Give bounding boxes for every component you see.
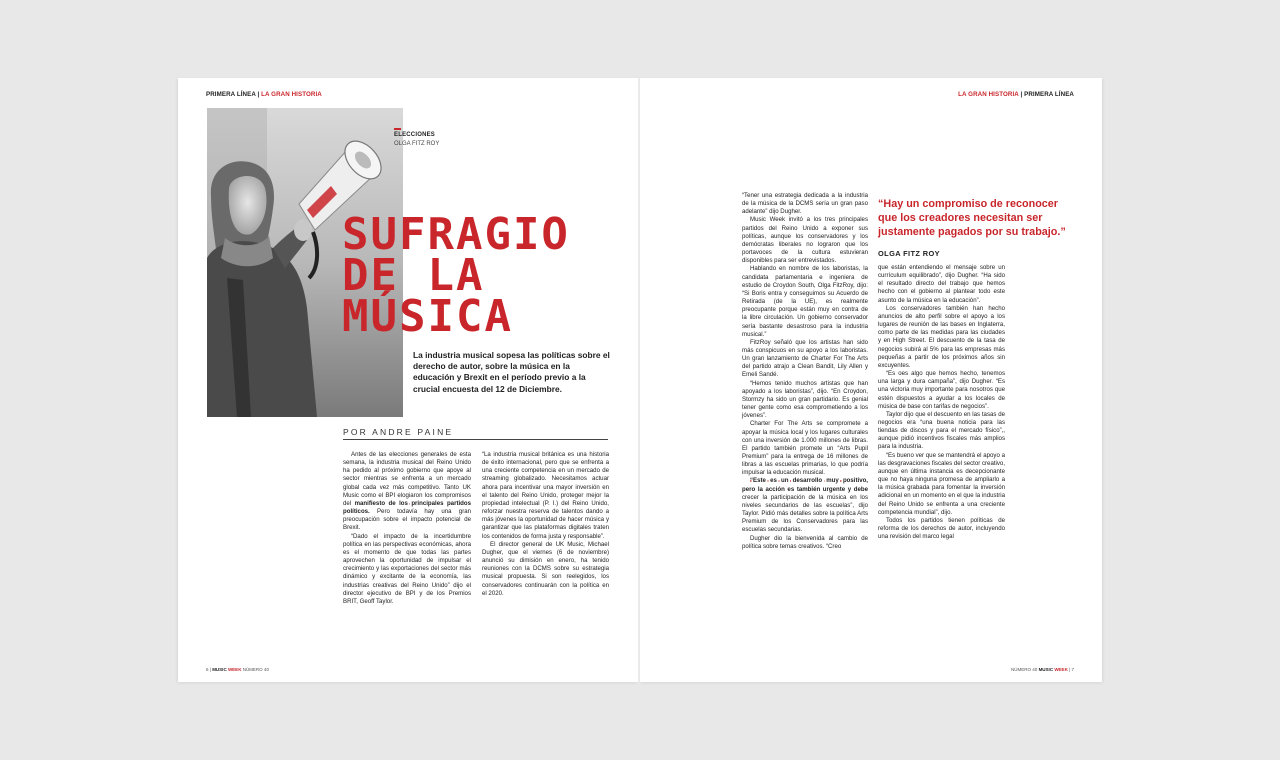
body-paragraph: Taylor dijo que el descuento en las tasas de negocios era “una buena noticia para las tiendas de discos y para el mercado físico”,, aunque pidió incentivos fiscales más amplios para la industria.: [878, 410, 1005, 451]
body-paragraph: Todos los partidos tienen políticas de reforma de los derechos de autor, incluyendo una revisión del marco legal: [878, 516, 1005, 541]
body-column-3: [742, 192, 868, 551]
highlighted-text: “Este es un desarrollo muy positivo, pero la acción es también urgente y debe: [742, 477, 868, 493]
body-column-1: [343, 451, 471, 606]
body-paragraph: Charter For The Arts se compromete a apoyar la música local y los lugares culturales con una inversión de 1.000 millones de libras. El partido también promete un “Arts Pupil Premium” para la entrega de 16 millones de libras a las escuelas primarias, lo que podría impulsar la educación musical.: [742, 420, 868, 477]
body-paragraph: El director general de UK Music, Michael Dugher, que el viernes (6 de noviembre) anunció su dimisión en enero, ha tenido reuniones con la DCMS sobre su estrategia musical propuesta. Si son reelegidos, los conservadores continuarán con la política en el 2020.: [482, 540, 609, 597]
header-suffix: | PRIMERA LÍNEA: [1018, 91, 1074, 98]
headline-line-3: MÚSICA: [342, 291, 513, 342]
headline-line-2: DE LA: [342, 250, 485, 301]
header-accent: LA GRAN HISTORIA: [958, 91, 1019, 98]
body-paragraph: Los conservadores también han hecho anuncios de alto perfil sobre el apoyo a los lugares de reunión de las bases en Inglaterra, como parte de las medidas para las ciudades y en High Street. El descuento de la tasa de negocios subirá al 5% para las empresas más pequeñas a partir de los próximos años sin excuyentes.: [878, 304, 1005, 369]
body-column-2: [482, 451, 609, 598]
byline: POR ANDRE PAINE: [343, 427, 608, 440]
left-running-header: [206, 91, 322, 98]
headline-line-1: SUFRAGIO: [342, 209, 570, 260]
article-deck: La industria musical sopesa las políticas sobre el derecho de autor, sobre la música en la educación y Brexit en el período previo a la crucial encuesta del 12 de Diciembre.: [413, 350, 610, 394]
highlighted-text: manifiesto de los principales partidos políticos.: [343, 499, 471, 516]
body-paragraph: “Tener una estrategia dedicada a la industria de la música de la DCMS sería un gran paso adelante” dijo Dugher.: [742, 192, 868, 216]
body-paragraph: “Es oes algo que hemos hecho, tenemos una larga y dura campaña”, dijo Dugher. “Es una victoria muy importante para nosotros que estén dispuestos a ayudar a los locales de música de base con tarifas de negocios”.: [878, 370, 1005, 410]
body-paragraph: Dugher dio la bienvenida al cambio de política sobre temas creativos. “Creo: [742, 534, 868, 550]
article-headline: [342, 209, 570, 342]
brand-logo: MUSIC WEEK: [212, 667, 242, 672]
page-number: | 7: [1067, 667, 1074, 672]
body-column-4: [878, 264, 1005, 541]
body-paragraph: “Hemos tenido muchos artistas que han apoyado a los laboristas”, dijo. “En Croydon, Stormzy ha sido un gran partidario. Es genial tener gente como esa comprometiendo a los jóvenes”.: [742, 379, 868, 420]
header-accent: LA GRAN HISTORIA: [261, 91, 322, 98]
header-prefix: PRIMERA LÍNEA |: [206, 91, 262, 98]
body-paragraph: Hablando en nombre de los laboristas, la candidata parlamentaria e ingeniera de estudio de Croydon South, Olga FitzRoy, dijo: “Si Boris entra y conseguimos su Acuerdo de Retirada (de la UE), es realmente preocupante porque están muy en contra de la libre circulación. Un gobierno conservador sería bastante desastroso para la industria musical.”: [742, 265, 868, 338]
section-label: ELECCIONES: [394, 132, 436, 138]
page-number: 6 |: [206, 667, 213, 672]
body-paragraph: “La industria musical británica es una historia de éxito internacional, pero que se enfrenta a una creciente competencia en un mercado de streaming globalizado. Necesitamos actuar ahora para incentivar una mayor inversión en el talento del Reino Unido, proteger mejor la propiedad intelectual (P. I.) del Reino Unido, reforzar nuestra reserva de talentos dando a más jóvenes la oportunidad de hacer música y garantizar que las plataformas digitales traten los contenidos de forma justa y responsable”.: [482, 451, 609, 540]
brand-logo: MUSIC WEEK: [1038, 667, 1068, 672]
left-page: [178, 78, 638, 682]
body-text: Antes de las elecciones generales de esta semana, la industria musical del Reino Unido ha pedido al próximo gobierno que apoye al sector mientras se enfrenta a un mercado global cada vez más competitivo. Tanto UK Music como el BPI elogiaron los compromisos del: [343, 451, 471, 507]
body-paragraph: “Dado el impacto de la incertidumbre política en las perspectivas económicas, ahora es el momento de que todas las partes aprovechen la oportunidad de impulsar el crecimiento y las exportaciones del sector más dinámico y excitante de la economía, las industrias creativas del Reino Unido” dijo el director ejecutivo de BPI y de los Premios BRIT, Geoff Taylor.: [343, 532, 471, 605]
body-text: crecer la participación de la música en los niveles secundarios de las escuelas”, dijo Taylor. Pidió más detalles sobre la política Arts Premium de los Conservadores para las escuelas secundarias.: [742, 493, 868, 534]
body-paragraph: “Es bueno ver que se mantendrá el apoyo a las desgravaciones fiscales del sector creativo, aunque en última instancia es decepcionante que no haya ninguna promesa de ampliarlo a la música grabada para fomentar la inversión adicional en un momento en el que la industria del Reino Unido se enfrenta a una creciente competencia mundial”, dijo.: [878, 451, 1006, 516]
right-running-header: [958, 91, 1074, 98]
right-page-footer: [1011, 667, 1074, 672]
section-author: OLGA FITZ ROY: [394, 141, 440, 147]
left-page-footer: [206, 667, 269, 672]
body-text: Pero todavía hay una gran preocupación sobre el impacto potencial de Brexit.: [343, 508, 471, 532]
section-accent-bar: [394, 128, 401, 130]
issue-number: NÚMERO 40: [241, 667, 269, 672]
pull-quote-author: OLGA FITZ ROY: [878, 249, 940, 258]
body-paragraph: Music Week invitó a los tres principales partidos del Reino Unido a exponer sus políticas, aunque los conservadores y los demócratas liberales no lograron que los portavoces de la cultura estuvieran disponibles para ser entrevistados.: [742, 216, 868, 265]
issue-number: NÚMERO 40: [1011, 667, 1039, 672]
body-paragraph: que están entendiendo el mensaje sobre un currículum equilibrado”, dijo Dugher. “Ha sido el resultado directo del trabajo que hemos hecho con el gobierno al plantear todo este asunto de la música en la educación”.: [878, 264, 1005, 304]
right-page: [640, 78, 1102, 682]
pull-quote: “Hay un compromiso de reconocer que los creadores necesitan ser justamente pagados por su trabajo.”: [878, 198, 1066, 238]
body-paragraph: FitzRoy señaló que los artistas han sido más conspicuos en su apoyo a los laboristas. Un gran lanzamiento de Charter For The Arts del partido atrajo a Clean Bandit, Lily Allen y Emeli Sandé.: [742, 338, 868, 379]
